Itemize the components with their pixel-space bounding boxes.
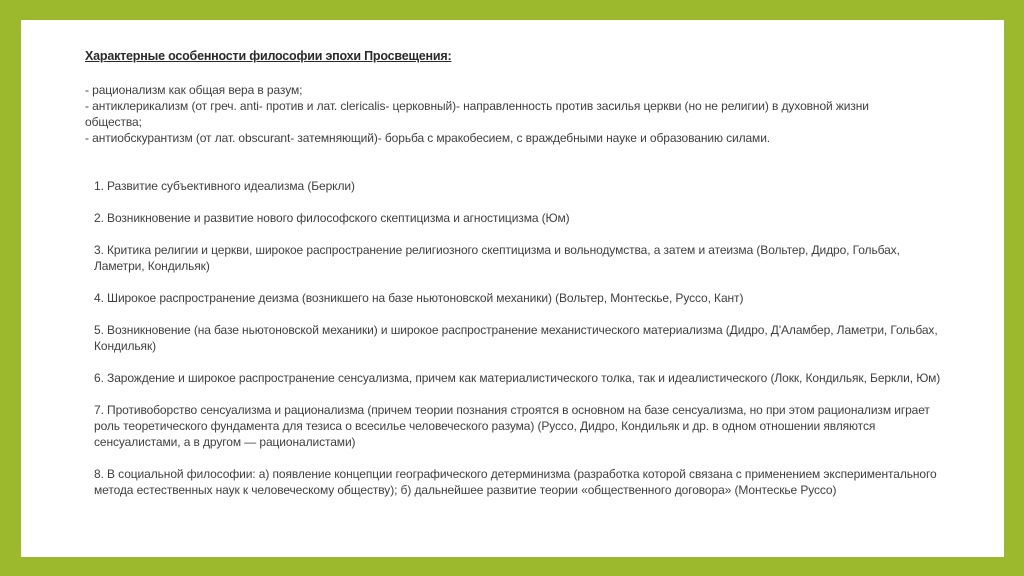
list-item: 1. Развитие субъективного идеализма (Беркли)	[94, 179, 355, 193]
slide-heading: Характерные особенности философии эпохи Просвещения:	[85, 49, 452, 63]
feature-item: - рационализм как общая вера в разум;	[85, 83, 303, 97]
list-item: 4. Широкое распространение деизма (возникшего на базе ньютоновской механики) (Вольтер, Монтескье, Руссо, Кант)	[94, 291, 744, 305]
list-item: 6. Зарождение и широкое распространение сенсуализма, причем как материалистического толка, так и идеалистического (Локк, Кондильяк, Беркли, Юм)	[94, 371, 941, 385]
features-list	[85, 82, 915, 146]
feature-item: - антиобскурантизм (от лат. obscurant- затемняющий)- борьба с мракобесием, с враждебными науке и образованию силами.	[85, 131, 771, 145]
list-item: 8. В социальной философии: а) появление концепции географического детерминизма (разработка которой связана с применением экспериментального метода естественных наук к человеческому обществу); б) дальнейшее развитие теории «общественного договора» (Монтескье Руссо)	[94, 467, 937, 497]
list-item: 5. Возникновение (на базе ньютоновской механики) и широкое распространение механистического материализма (Дидро, Д'Аламбер, Ламетри, Гольбах, Кондильяк)	[94, 323, 938, 353]
slide-content	[21, 20, 1004, 557]
numbered-points-list	[94, 178, 944, 514]
list-item: 2. Возникновение и развитие нового философского скептицизма и агностицизма (Юм)	[94, 211, 570, 225]
list-item: 3. Критика религии и церкви, широкое распространение религиозного скептицизма и вольнодумства, а затем и атеизма (Вольтер, Дидро, Гольбах, Ламетри, Кондильяк)	[94, 243, 900, 273]
feature-item: - антиклерикализм (от греч. anti- против и лат. clericalis- церковный)- направленность против засилья церкви (но не религии) в духовной жизни общества;	[85, 99, 869, 129]
list-item: 7. Противоборство сенсуализма и рационализма (причем теории познания строятся в основном на базе сенсуализма, но при этом рационализм играет роль теоретического фундамента для тезиса о всесилье человеческого разума) (Руссо, Дидро, Кондильяк и др. в одном отношении являются сенсуалистами, а в другом — рационалистами)	[94, 403, 930, 449]
